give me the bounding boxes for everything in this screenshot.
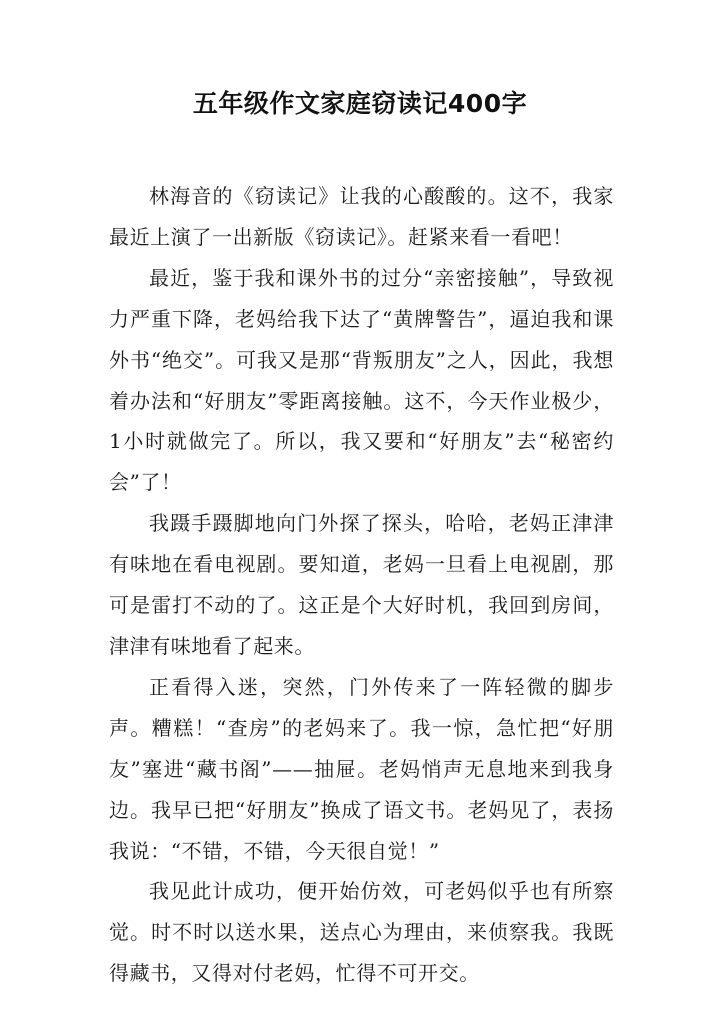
paragraph: 最近，鉴于我和课外书的过分“亲密接触”，导致视力严重下降，老妈给我下达了“黄牌警告”，逼迫我和课外书“绝交”。可我又是那“背叛朋友”之人，因此，我想着办法和“好朋友”零距离接触。这不，今天作业极少，1小时就做完了。所以，我又要和“好朋友”去“秘密约会”了！ <box>109 265 614 495</box>
paragraph: 我蹑手蹑脚地向门外探了探头，哈哈，老妈正津津有味地在看电视剧。要知道，老妈一旦看上电视剧，那可是雷打不动的了。这正是个大好时机，我回到房间，津津有味地看了起来。 <box>109 511 614 658</box>
paragraph: 林海音的《窃读记》让我的心酸酸的。这不，我家最近上演了一出新版《窃读记》。赶紧来看一看吧！ <box>109 184 614 249</box>
document-title: 五年级作文家庭窃读记400字 <box>192 89 528 118</box>
document-body <box>109 176 614 994</box>
paragraph: 我见此计成功，便开始仿效，可老妈似乎也有所察觉。时不时以送水果，送点心为理由，来侦察我。我既得藏书，又得对付老妈，忙得不可开交。 <box>109 879 614 986</box>
paragraph: 正看得入迷，突然，门外传来了一阵轻微的脚步声。糟糕！“查房”的老妈来了。我一惊，急忙把“好朋友”塞进“藏书阁”——抽屉。老妈悄声无息地来到我身边。我早已把“好朋友”换成了语文书。老妈见了，表扬我说：“不错，不错，今天很自觉！” <box>109 674 614 863</box>
